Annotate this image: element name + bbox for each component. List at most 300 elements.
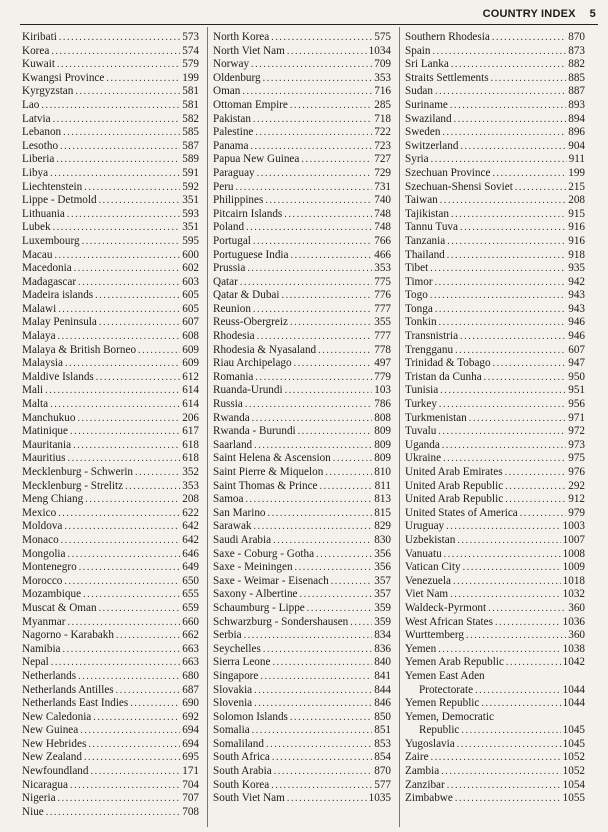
index-entry xyxy=(405,181,585,195)
entry-page-number: 979 xyxy=(568,506,585,519)
dot-leader xyxy=(116,629,180,643)
index-entry xyxy=(213,153,391,167)
index-entry xyxy=(22,738,199,752)
index-entry xyxy=(405,45,585,59)
index-entry xyxy=(22,724,199,738)
index-entry xyxy=(22,262,199,276)
entry-country-name: Pitcairn Islands xyxy=(213,207,283,220)
dot-leader xyxy=(447,235,566,249)
entry-country-name: Nicaragua xyxy=(22,778,68,791)
dot-leader xyxy=(242,85,372,99)
index-entry xyxy=(22,643,199,657)
entry-country-name: Thailand xyxy=(405,248,445,261)
entry-country-name: Mozambique xyxy=(22,588,82,601)
dot-leader xyxy=(454,113,567,127)
index-entry xyxy=(405,588,585,602)
dot-leader xyxy=(236,181,373,195)
entry-country-name: Newfoundland xyxy=(22,765,89,778)
index-entry xyxy=(22,697,199,711)
entry-country-name: Namibia xyxy=(22,642,61,655)
index-entry xyxy=(405,99,585,113)
index-entry xyxy=(22,316,199,330)
entry-country-name: Qatar xyxy=(213,275,238,288)
entry-country-name: Peru xyxy=(213,180,234,193)
dot-leader xyxy=(440,384,566,398)
entry-page-number: 574 xyxy=(182,44,199,57)
entry-country-name: Reunion xyxy=(213,302,251,315)
entry-country-name: Lebanon xyxy=(22,126,62,139)
entry-page-number: 971 xyxy=(568,411,585,424)
dot-leader xyxy=(95,289,180,303)
entry-page-number: 887 xyxy=(568,85,585,98)
dot-leader xyxy=(451,208,566,222)
entry-page-number: 1052 xyxy=(562,765,585,778)
dot-leader xyxy=(244,629,373,643)
index-entry xyxy=(405,548,585,562)
dot-leader xyxy=(60,140,180,154)
dot-leader xyxy=(254,697,372,711)
dot-leader xyxy=(253,235,372,249)
dot-leader xyxy=(251,58,372,72)
dot-leader xyxy=(67,208,180,222)
index-entry xyxy=(213,249,391,263)
dot-leader xyxy=(68,616,181,630)
entry-page-number: 915 xyxy=(568,207,585,220)
index-entry xyxy=(22,289,199,303)
dot-leader xyxy=(457,738,561,752)
entry-page-number: 882 xyxy=(568,58,585,71)
entry-page-number: 840 xyxy=(374,656,391,669)
dot-leader xyxy=(450,99,566,113)
dot-leader xyxy=(135,466,180,480)
entry-country-name: Yemen, Democratic xyxy=(405,710,494,723)
dot-leader xyxy=(300,588,373,602)
index-entry xyxy=(22,561,199,575)
entry-country-name: Sweden xyxy=(405,126,441,139)
entry-page-number: 622 xyxy=(182,506,199,519)
entry-page-number: 729 xyxy=(374,166,391,179)
entry-page-number: 916 xyxy=(568,234,585,247)
dot-leader xyxy=(492,31,566,45)
index-entry xyxy=(405,738,585,752)
dot-leader xyxy=(316,548,372,562)
index-entry xyxy=(213,99,391,113)
index-entry xyxy=(22,99,199,113)
dot-leader xyxy=(263,643,372,657)
entry-page-number: 748 xyxy=(374,207,391,220)
index-entry xyxy=(213,588,391,602)
dot-leader xyxy=(447,779,561,793)
index-entry xyxy=(405,58,585,72)
index-entry xyxy=(22,371,199,385)
entry-country-name: New Caledonia xyxy=(22,710,92,723)
entry-country-name: Mali xyxy=(22,384,44,397)
dot-leader xyxy=(50,398,180,412)
dot-leader xyxy=(82,235,181,249)
index-entry xyxy=(213,602,391,616)
dot-leader xyxy=(246,221,372,235)
entry-country-name: Vatican City xyxy=(405,561,461,574)
entry-page-number: 695 xyxy=(182,751,199,764)
entry-page-number: 1044 xyxy=(562,697,585,710)
entry-page-number: 646 xyxy=(182,547,199,560)
entry-country-name: Yugoslavia xyxy=(405,737,455,750)
dot-leader xyxy=(431,153,567,167)
entry-country-name: Waldeck-Pyrmont xyxy=(405,601,487,614)
entry-page-number: 777 xyxy=(374,330,391,343)
entry-page-number: 1044 xyxy=(562,683,585,696)
dot-leader xyxy=(495,616,561,630)
index-entry xyxy=(22,140,199,154)
entry-page-number: 808 xyxy=(374,411,391,424)
entry-country-name: Tibet xyxy=(405,262,429,275)
entry-page-number: 853 xyxy=(374,737,391,750)
entry-country-name: Saint Thomas & Prince xyxy=(213,479,318,492)
dot-leader xyxy=(73,439,180,453)
index-entry xyxy=(405,235,585,249)
dot-leader xyxy=(260,670,372,684)
entry-country-name: Malaysia xyxy=(22,357,64,370)
entry-page-number: 573 xyxy=(182,31,199,43)
entry-country-name: Syria xyxy=(405,153,429,166)
dot-leader xyxy=(93,711,180,725)
dot-leader xyxy=(505,493,566,507)
entry-country-name: Vanuatu xyxy=(405,547,442,560)
entry-country-name: Malaya xyxy=(22,330,56,343)
dot-leader xyxy=(253,303,372,317)
index-entry xyxy=(213,384,391,398)
dot-leader xyxy=(75,85,180,99)
index-entry xyxy=(405,412,585,426)
entry-page-number: 359 xyxy=(374,601,391,614)
dot-leader xyxy=(331,575,373,589)
entry-country-name: Trengganu xyxy=(405,343,454,356)
entry-country-name: Uzbekistan xyxy=(405,533,456,546)
entry-country-name: Portuguese India xyxy=(213,248,289,261)
dot-leader xyxy=(325,466,372,480)
entry-country-name: Slovenia xyxy=(213,697,253,710)
entry-country-name: Saint Pierre & Miquelon xyxy=(213,466,324,478)
dot-leader xyxy=(78,670,180,684)
dot-leader xyxy=(438,643,560,657)
entry-country-name: Papua New Guinea xyxy=(213,153,300,166)
entry-country-name: Schwarzburg - Sondershausen xyxy=(213,615,349,628)
entry-page-number: 834 xyxy=(374,629,391,642)
page-header xyxy=(483,8,596,20)
dot-leader xyxy=(59,31,180,45)
entry-page-number: 609 xyxy=(182,343,199,356)
entry-country-name: Ruanda-Urundi xyxy=(213,384,283,397)
index-entry xyxy=(213,357,391,371)
entry-page-number: 850 xyxy=(374,710,391,723)
column-divider xyxy=(399,27,400,827)
index-entry xyxy=(213,670,391,684)
entry-country-name: Sri Lanka xyxy=(405,58,449,71)
entry-page-number: 811 xyxy=(374,479,391,492)
entry-page-number: 830 xyxy=(374,533,391,546)
dot-leader xyxy=(50,167,180,181)
dot-leader xyxy=(252,412,373,426)
entry-page-number: 709 xyxy=(374,58,391,71)
entry-country-name: Trinidad & Tobago xyxy=(405,357,491,370)
entry-country-name: United Arab Republic xyxy=(405,479,504,492)
entry-page-number: 943 xyxy=(568,289,585,302)
entry-country-name: North Korea xyxy=(213,31,270,43)
index-entry xyxy=(22,85,199,99)
entry-page-number: 603 xyxy=(182,275,199,288)
entry-page-number: 779 xyxy=(374,370,391,383)
entry-page-number: 579 xyxy=(182,58,199,71)
entry-country-name: Paraguay xyxy=(213,166,255,179)
index-column-1 xyxy=(22,31,199,819)
dot-leader xyxy=(68,452,181,466)
dot-leader xyxy=(455,792,561,806)
index-entry xyxy=(213,58,391,72)
entry-country-name: Seychelles xyxy=(213,642,261,655)
entry-page-number: 708 xyxy=(182,805,199,818)
entry-country-name: Sarawak xyxy=(213,520,252,533)
index-entry xyxy=(405,779,585,793)
entry-country-name: Moldova xyxy=(22,520,63,533)
entry-country-name: Lithuania xyxy=(22,207,65,220)
entry-country-name: Montenegro xyxy=(22,561,77,574)
entry-country-name: Ukraine xyxy=(405,452,442,465)
entry-page-number: 577 xyxy=(374,778,391,791)
index-entry xyxy=(22,181,199,195)
entry-country-name: Uganda xyxy=(405,438,440,451)
entry-page-number: 353 xyxy=(374,71,391,84)
dot-leader xyxy=(290,711,372,725)
index-entry xyxy=(22,493,199,507)
index-entry xyxy=(405,480,585,494)
entry-country-name: San Marino xyxy=(213,506,266,519)
index-entry xyxy=(22,616,199,630)
entry-country-name: South Korea xyxy=(213,778,270,791)
entry-country-name: Malaya & British Borneo xyxy=(22,343,137,356)
index-entry xyxy=(213,507,391,521)
entry-country-name: West African States xyxy=(405,615,493,628)
entry-country-name: Serbia xyxy=(213,629,242,642)
index-entry xyxy=(213,303,391,317)
dot-leader xyxy=(57,58,180,72)
index-entry xyxy=(213,45,391,59)
dot-leader xyxy=(74,262,181,276)
dot-leader xyxy=(253,113,372,127)
index-entry xyxy=(213,548,391,562)
index-entry xyxy=(213,656,391,670)
index-entry xyxy=(22,113,199,127)
entry-country-name: Mecklenburg - Strelitz xyxy=(22,479,124,492)
entry-page-number: 589 xyxy=(182,153,199,166)
entry-country-name: Portugal xyxy=(213,234,251,247)
entry-country-name: Saudi Arabia xyxy=(213,533,272,546)
entry-page-number: 946 xyxy=(568,316,585,329)
entry-country-name: Republic xyxy=(419,724,460,737)
entry-page-number: 360 xyxy=(568,629,585,642)
entry-country-name: Netherlands Antilles xyxy=(22,683,114,696)
dot-leader xyxy=(435,276,567,290)
index-entry xyxy=(22,507,199,521)
dot-leader xyxy=(68,548,181,562)
entry-country-name: Tonga xyxy=(405,302,433,315)
entry-country-name: North Viet Nam xyxy=(213,44,285,57)
entry-country-name: Zambia xyxy=(405,765,440,778)
entry-page-number: 607 xyxy=(568,343,585,356)
entry-page-number: 707 xyxy=(182,792,199,805)
entry-page-number: 103 xyxy=(374,384,391,397)
entry-page-number: 585 xyxy=(182,126,199,139)
entry-country-name: Straits Settlements xyxy=(405,71,489,84)
dot-leader xyxy=(83,588,180,602)
entry-page-number: 946 xyxy=(568,330,585,343)
entry-country-name: South Africa xyxy=(213,751,270,764)
index-entry xyxy=(22,330,199,344)
entry-page-number: 649 xyxy=(182,561,199,574)
entry-page-number: 206 xyxy=(182,411,199,424)
index-entry xyxy=(405,398,585,412)
entry-page-number: 353 xyxy=(182,479,199,492)
entry-page-number: 356 xyxy=(374,561,391,574)
entry-country-name: Korea xyxy=(22,44,50,57)
entry-country-name: South Arabia xyxy=(213,765,272,778)
entry-country-name: Transnistria xyxy=(405,330,459,343)
index-entry xyxy=(405,167,585,181)
entry-country-name: United Arab Emirates xyxy=(405,466,503,478)
dot-leader xyxy=(435,85,566,99)
dot-leader xyxy=(51,45,180,59)
entry-page-number: 854 xyxy=(374,751,391,764)
entry-page-number: 208 xyxy=(568,194,585,207)
entry-page-number: 870 xyxy=(568,31,585,43)
index-entry xyxy=(405,656,585,670)
index-entry xyxy=(213,425,391,439)
index-entry xyxy=(22,792,199,806)
entry-page-number: 690 xyxy=(182,697,199,710)
index-entry xyxy=(22,412,199,426)
dot-leader xyxy=(45,384,180,398)
entry-country-name: Myanmar xyxy=(22,615,66,628)
index-entry xyxy=(213,575,391,589)
dot-leader xyxy=(447,249,566,263)
dot-leader xyxy=(240,276,372,290)
index-entry xyxy=(213,371,391,385)
index-entry xyxy=(405,276,585,290)
index-entry xyxy=(22,357,199,371)
index-entry xyxy=(22,588,199,602)
index-entry xyxy=(22,249,199,263)
entry-country-name: Somaliland xyxy=(213,737,264,750)
index-entry xyxy=(22,72,199,86)
dot-leader xyxy=(460,221,566,235)
entry-page-number: 694 xyxy=(182,724,199,737)
dot-leader xyxy=(257,167,373,181)
dot-leader xyxy=(64,575,180,589)
dot-leader xyxy=(290,99,372,113)
entry-page-number: 973 xyxy=(568,438,585,451)
entry-page-number: 360 xyxy=(568,601,585,614)
entry-country-name: Lesotho xyxy=(22,139,59,152)
dot-leader xyxy=(432,45,566,59)
dot-leader xyxy=(64,520,180,534)
dot-leader xyxy=(333,452,372,466)
index-entry xyxy=(213,684,391,698)
dot-leader xyxy=(492,167,566,181)
dot-leader xyxy=(438,425,566,439)
dot-leader xyxy=(84,751,180,765)
dot-leader xyxy=(245,398,372,412)
dot-leader xyxy=(56,153,180,167)
dot-leader xyxy=(488,602,566,616)
dot-leader xyxy=(463,561,561,575)
dot-leader xyxy=(96,371,180,385)
entry-country-name: Libya xyxy=(22,166,49,179)
index-entry xyxy=(213,262,391,276)
entry-page-number: 1009 xyxy=(562,561,585,574)
index-entry xyxy=(405,303,585,317)
index-entry xyxy=(405,670,585,684)
entry-page-number: 972 xyxy=(568,425,585,438)
dot-leader xyxy=(287,792,367,806)
index-entry xyxy=(22,534,199,548)
entry-country-name: Tannu Tuva xyxy=(405,221,458,234)
entry-page-number: 687 xyxy=(182,683,199,696)
index-entry xyxy=(405,629,585,643)
dot-leader xyxy=(284,208,372,222)
entry-page-number: 359 xyxy=(374,615,391,628)
dot-leader xyxy=(475,684,561,698)
entry-country-name: Luxembourg xyxy=(22,234,80,247)
entry-country-name: Macedonia xyxy=(22,262,72,275)
index-entry xyxy=(405,344,585,358)
entry-page-number: 1055 xyxy=(562,792,585,805)
dot-leader xyxy=(63,126,180,140)
dot-leader xyxy=(63,643,181,657)
index-entry xyxy=(213,452,391,466)
index-entry xyxy=(22,575,199,589)
entry-page-number: 618 xyxy=(182,452,199,465)
index-entry xyxy=(22,235,199,249)
index-entry xyxy=(22,303,199,317)
index-entry xyxy=(213,412,391,426)
entry-country-name: Southern Rhodesia xyxy=(405,31,490,43)
index-entry xyxy=(22,806,199,820)
entry-page-number: 976 xyxy=(568,466,585,478)
entry-country-name: Zaire xyxy=(405,751,429,764)
index-entry xyxy=(405,194,585,208)
entry-country-name: South Viet Nam xyxy=(213,792,285,805)
entry-page-number: 581 xyxy=(182,98,199,111)
entry-country-name: Yemen xyxy=(405,642,437,655)
entry-page-number: 292 xyxy=(568,479,585,492)
entry-country-name: Sierra Leone xyxy=(213,656,271,669)
entry-page-number: 199 xyxy=(182,71,199,84)
index-entry xyxy=(213,276,391,290)
dot-leader xyxy=(130,697,180,711)
entry-country-name: Yemen Republic xyxy=(405,697,480,710)
entry-page-number: 778 xyxy=(374,343,391,356)
dot-leader xyxy=(271,779,372,793)
dot-leader xyxy=(266,738,372,752)
entry-country-name: Panama xyxy=(213,139,249,152)
dot-leader xyxy=(53,113,181,127)
entry-page-number: 663 xyxy=(182,656,199,669)
index-entry xyxy=(405,316,585,330)
index-entry xyxy=(22,548,199,562)
entry-country-name: Tanzania xyxy=(405,234,446,247)
entry-country-name: Kiribati xyxy=(22,31,57,43)
entry-page-number: 809 xyxy=(374,425,391,438)
entry-page-number: 704 xyxy=(182,778,199,791)
